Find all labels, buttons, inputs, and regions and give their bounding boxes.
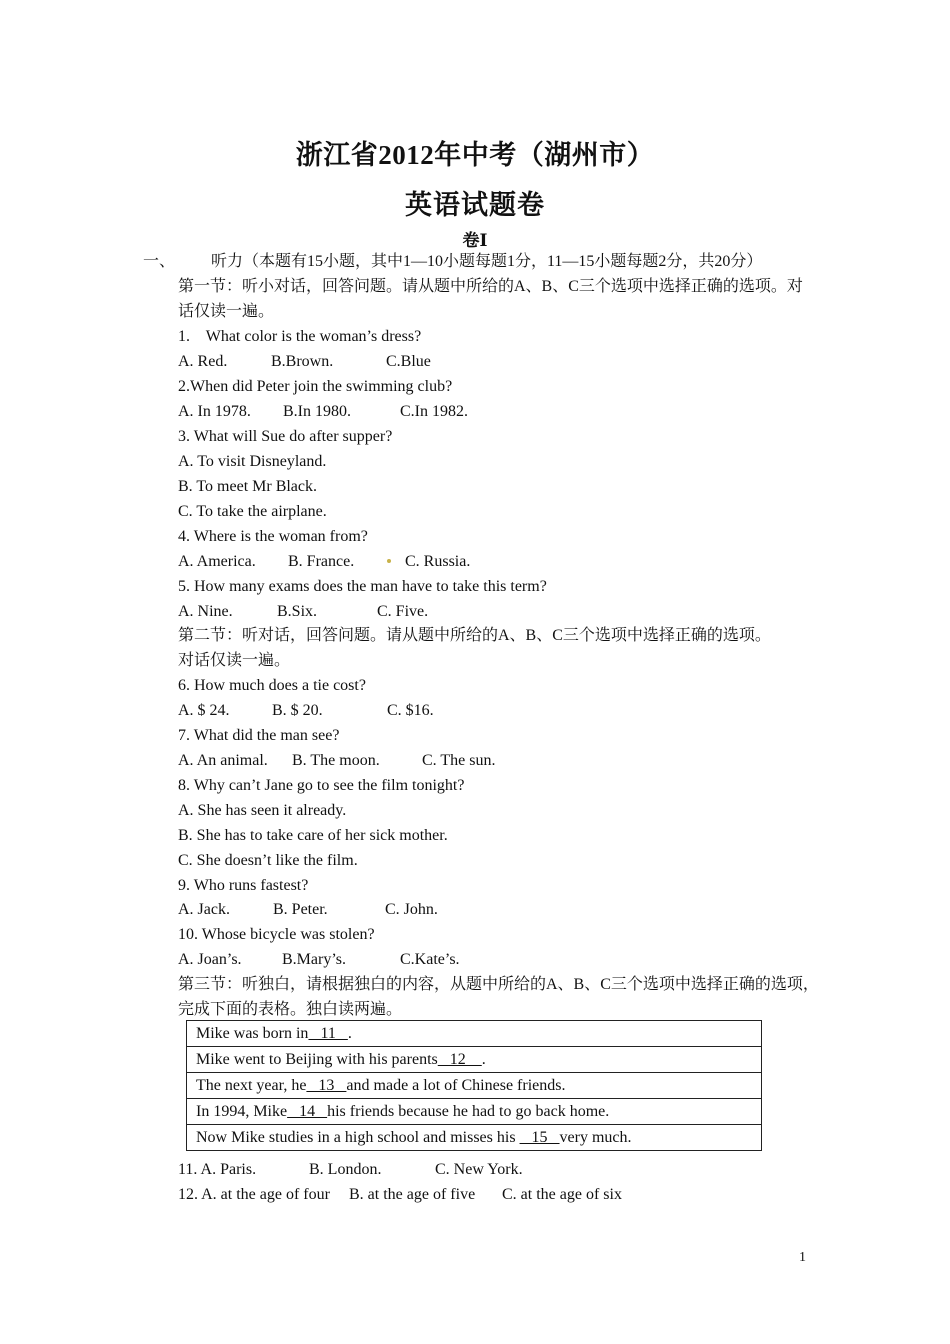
q9-option-c: C. John.	[385, 901, 438, 918]
stray-mark	[387, 559, 391, 563]
q2-option-c: C.In 1982.	[400, 403, 468, 420]
q12-option-c: C. at the age of six	[502, 1186, 622, 1203]
page-number: 1	[799, 1250, 806, 1265]
q3-option-a: A. To visit Disneyland.	[178, 453, 327, 470]
table-cell: Mike went to Beijing with his parents 12 .	[187, 1047, 762, 1073]
q1-option-b: B.Brown.	[271, 353, 334, 370]
volume-label: 卷Ⅰ	[462, 231, 488, 250]
part1-intro: 第一节：听小对话，回答问题。请从题中所给的A、B、C三个选项中选择正确的选项。对	[178, 278, 803, 295]
table-row	[187, 1073, 762, 1099]
part3-intro: 第三节：听独白，请根据独白的内容，从题中所给的A、B、C三个选项中选择正确的选项，	[178, 976, 819, 993]
table-cell: Now Mike studies in a high school and misses his 15 very much.	[187, 1125, 762, 1151]
q5-option-a: A. Nine.	[178, 603, 233, 620]
q4-option-b: B. France.	[288, 553, 355, 570]
q11-option-a: 11. A. Paris.	[178, 1161, 257, 1178]
part1-intro-cont: 话仅读一遍。	[178, 303, 275, 320]
q3-option-c: C. To take the airplane.	[178, 503, 327, 520]
q12-option-b: B. at the age of five	[349, 1186, 476, 1203]
section-heading: 听力（本题有15小题，其中1—10小题每题1分，11—15小题每题2分，共20分）	[211, 253, 763, 270]
question-10: 10. Whose bicycle was stolen?	[178, 926, 375, 943]
question-2: 2.When did Peter join the swimming club?	[178, 378, 453, 395]
part2-intro: 第二节：听对话，回答问题。请从题中所给的A、B、C三个选项中选择正确的选项。	[178, 627, 771, 644]
question-7: 7. What did the man see?	[178, 727, 340, 744]
table-cell: In 1994, Mike 14 his friends because he had to go back home.	[187, 1099, 762, 1125]
fill-in-table	[186, 1020, 762, 1151]
q8-option-a: A. She has seen it already.	[178, 802, 347, 819]
table-row	[187, 1099, 762, 1125]
question-1: 1. What color is the woman’s dress?	[178, 328, 422, 345]
question-5: 5. How many exams does the man have to take this term?	[178, 578, 547, 595]
q3-option-b: B. To meet Mr Black.	[178, 478, 318, 495]
q12-option-a: 12. A. at the age of four	[178, 1186, 330, 1203]
q4-option-c: C. Russia.	[405, 553, 471, 570]
q4-option-a: A. America.	[178, 553, 256, 570]
q8-option-c: C. She doesn’t like the film.	[178, 852, 358, 869]
q2-option-b: B.In 1980.	[283, 403, 351, 420]
q7-option-a: A. An animal.	[178, 752, 268, 769]
q5-option-b: B.Six.	[277, 603, 318, 620]
table-row	[187, 1125, 762, 1151]
q6-option-a: A. $ 24.	[178, 702, 230, 719]
question-8: 8. Why can’t Jane go to see the film tonight?	[178, 777, 465, 794]
q8-option-b: B. She has to take care of her sick mother.	[178, 827, 448, 844]
q2-option-a: A. In 1978.	[178, 403, 251, 420]
q11-option-b: B. London.	[309, 1161, 382, 1178]
table-cell: The next year, he 13 and made a lot of Chinese friends.	[187, 1073, 762, 1099]
q10-option-b: B.Mary’s.	[282, 951, 346, 968]
question-3: 3. What will Sue do after supper?	[178, 428, 393, 445]
blank-11: 11	[308, 1024, 348, 1042]
blank-13: 13	[306, 1076, 347, 1094]
table-row	[187, 1021, 762, 1047]
q11-option-c: C. New York.	[435, 1161, 523, 1178]
table-cell: Mike was born in 11 .	[187, 1021, 762, 1047]
q9-option-b: B. Peter.	[273, 901, 328, 918]
q6-option-b: B. $ 20.	[272, 702, 323, 719]
blank-14: 14	[287, 1102, 328, 1120]
table-row	[187, 1047, 762, 1073]
q5-option-c: C. Five.	[377, 603, 429, 620]
exam-title-line1: 浙江省2012年中考（湖州市）	[295, 140, 655, 170]
q7-option-c: C. The sun.	[422, 752, 496, 769]
q10-option-c: C.Kate’s.	[400, 951, 460, 968]
part2-intro-cont: 对话仅读一遍。	[178, 652, 291, 669]
q6-option-c: C. $16.	[387, 702, 434, 719]
question-9: 9. Who runs fastest?	[178, 877, 309, 894]
question-4: 4. Where is the woman from?	[178, 528, 368, 545]
exam-title-line2: 英语试题卷	[405, 190, 545, 220]
q1-option-c: C.Blue	[386, 353, 431, 370]
q10-option-a: A. Joan’s.	[178, 951, 242, 968]
q1-option-a: A. Red.	[178, 353, 228, 370]
blank-15: 15	[519, 1128, 560, 1146]
blank-12: 12	[437, 1050, 482, 1068]
question-6: 6. How much does a tie cost?	[178, 677, 366, 694]
q9-option-a: A. Jack.	[178, 901, 230, 918]
q7-option-b: B. The moon.	[292, 752, 380, 769]
section-number: 一、	[143, 253, 176, 270]
part3-intro-cont: 完成下面的表格。独白读两遍。	[178, 1001, 403, 1018]
